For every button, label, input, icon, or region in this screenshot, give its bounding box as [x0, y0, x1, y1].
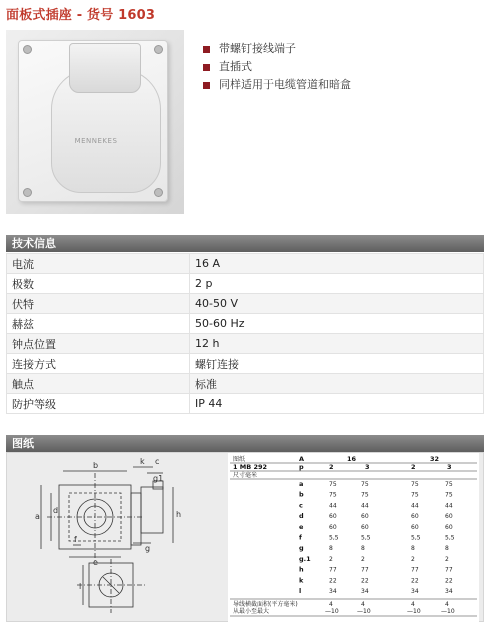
- bullet-icon: [203, 64, 210, 71]
- dim-footer-value: —10: [441, 608, 455, 615]
- dim-row-value: 60: [411, 513, 419, 521]
- table-row: [7, 374, 484, 394]
- dim-row-value: 2: [445, 555, 449, 563]
- dim-row-value: 60: [411, 523, 419, 531]
- label-g: g: [145, 544, 151, 553]
- dim-footer-value: 4: [445, 601, 449, 608]
- dim-row-value: 77: [361, 566, 369, 574]
- dim-row-value: 77: [411, 566, 419, 574]
- spec-table: [6, 253, 484, 414]
- dim-row-value: 75: [329, 491, 337, 499]
- feature-item: [203, 76, 351, 94]
- dim-p-value: 3: [365, 463, 370, 471]
- feature-item: [203, 40, 351, 58]
- spec-key: 防护等级: [7, 394, 190, 414]
- dim-row-key: c: [299, 501, 303, 510]
- spec-value: 40-50 V: [190, 294, 484, 314]
- table-row: [7, 354, 484, 374]
- spec-key: 触点: [7, 374, 190, 394]
- socket-lid: [69, 43, 141, 93]
- spec-value: 50-60 Hz: [190, 314, 484, 334]
- table-row: [7, 334, 484, 354]
- dim-row-value: 60: [361, 523, 369, 531]
- dim-row-value: 8: [411, 545, 415, 553]
- screw-icon: [154, 188, 163, 197]
- table-row: [7, 294, 484, 314]
- dim-unit-label: 尺寸毫米: [233, 472, 258, 479]
- feature-text: 同样适用于电缆管道和暗盒: [219, 78, 351, 91]
- dim-row-value: 75: [361, 491, 369, 499]
- dim-row-value: 77: [329, 566, 337, 574]
- spec-key: 极数: [7, 274, 190, 294]
- label-c: c: [155, 457, 160, 466]
- dim-row-value: 34: [329, 588, 337, 595]
- dim-row-value: 75: [411, 481, 419, 488]
- dim-row-value: 44: [329, 502, 337, 510]
- table-row: [7, 254, 484, 274]
- dim-footer-label: 导线横截面积(平方毫米): [233, 601, 298, 608]
- dim-row-value: 8: [445, 545, 449, 553]
- side-body: [141, 487, 163, 533]
- label-e: e: [93, 558, 98, 567]
- spec-key: 连接方式: [7, 354, 190, 374]
- table-row: [7, 394, 484, 414]
- dim-footer-value: 4: [361, 601, 365, 608]
- dim-footer-value: —10: [357, 608, 371, 615]
- dim-row-value: 34: [361, 588, 369, 595]
- dim-row-key: d: [299, 512, 304, 521]
- tech-section-heading: 技术信息: [6, 235, 484, 252]
- product-photo: [6, 30, 184, 214]
- dim-row-key: g.1: [299, 554, 311, 563]
- dim-p-value: 2: [411, 463, 416, 471]
- spec-value: 16 A: [190, 254, 484, 274]
- spec-value: 螺钉连接: [190, 354, 484, 374]
- drawing-svg: [7, 453, 485, 623]
- dim-row-value: 5,5: [361, 534, 371, 542]
- label-b: b: [93, 461, 99, 470]
- dim-row-key: a: [299, 480, 304, 488]
- feature-text: 带螺钉接线端子: [219, 42, 296, 55]
- screw-icon: [23, 45, 32, 54]
- dim-footer-value: 4: [329, 601, 333, 608]
- dim-row-value: 5,5: [411, 534, 421, 542]
- label-f: f: [74, 535, 77, 544]
- dim-row-value: 22: [361, 577, 369, 585]
- dim-row-value: 60: [445, 523, 453, 531]
- dim-p-label: p: [299, 463, 304, 471]
- spec-value: 2 p: [190, 274, 484, 294]
- dim-table-header: 图纸: [233, 456, 246, 463]
- dim-row-value: 60: [361, 513, 369, 521]
- page-title: 面板式插座 - 货号 1603: [6, 8, 156, 23]
- table-row: [7, 274, 484, 294]
- side-plate: [131, 493, 141, 545]
- dim-row-value: 75: [329, 481, 337, 488]
- dim-row-value: 22: [445, 577, 453, 585]
- dim-footer-label: 从最小至最大: [233, 608, 270, 615]
- technical-drawing: [6, 452, 484, 622]
- dim-row-value: 75: [445, 491, 453, 499]
- dim-row-value: 5,5: [445, 534, 455, 542]
- dim-row-value: 77: [445, 566, 453, 574]
- spec-key: 伏特: [7, 294, 190, 314]
- dim-row-value: 34: [411, 588, 419, 595]
- socket-plate: [18, 40, 168, 202]
- dim-col-16: 16: [347, 455, 357, 463]
- dim-row-key: k: [299, 576, 304, 585]
- dim-row-value: 8: [329, 545, 333, 553]
- label-h: h: [176, 510, 182, 519]
- spec-value: 12 h: [190, 334, 484, 354]
- dim-footer-value: —10: [407, 608, 421, 615]
- dim-table-bg: [228, 453, 479, 623]
- dim-row-value: 5,5: [329, 534, 339, 542]
- dim-row-value: 44: [411, 502, 419, 510]
- dim-row-key: h: [299, 565, 304, 574]
- dim-row-value: 22: [329, 577, 337, 585]
- spec-value: 标准: [190, 374, 484, 394]
- feature-text: 直插式: [219, 60, 252, 73]
- dim-drawing-no: 1 MB 292: [233, 463, 268, 471]
- bullet-icon: [203, 46, 210, 53]
- bullet-icon: [203, 82, 210, 89]
- feature-item: [203, 58, 351, 76]
- dim-row-value: 60: [445, 513, 453, 521]
- dim-row-key: b: [299, 490, 304, 499]
- screw-icon: [154, 45, 163, 54]
- dim-col-32: 32: [430, 455, 440, 463]
- screw-icon: [23, 188, 32, 197]
- label-a: a: [35, 512, 40, 521]
- dim-row-key: g: [299, 544, 304, 553]
- dim-footer-value: —10: [325, 608, 339, 615]
- dim-row-key: l: [299, 587, 302, 595]
- dim-row-key: e: [299, 522, 304, 531]
- dim-row-value: 2: [361, 555, 365, 563]
- drawing-section-heading: 图纸: [6, 435, 484, 452]
- spec-key: 电流: [7, 254, 190, 274]
- table-row: [7, 314, 484, 334]
- dim-row-value: 60: [329, 513, 337, 521]
- dim-row-value: 75: [445, 481, 453, 488]
- label-l: l: [79, 582, 82, 591]
- label-k: k: [140, 457, 145, 466]
- spec-value: IP 44: [190, 394, 484, 414]
- dim-p-value: 2: [329, 463, 334, 471]
- dim-row-key: f: [299, 533, 302, 542]
- dim-row-value: 22: [411, 577, 419, 585]
- dim-row-value: 2: [411, 555, 415, 563]
- dim-row-value: 34: [445, 588, 453, 595]
- dim-row-value: 44: [445, 502, 453, 510]
- label-d: d: [53, 506, 59, 515]
- dim-row-value: 44: [361, 502, 369, 510]
- dim-p-value: 3: [447, 463, 452, 471]
- feature-list: [203, 40, 351, 94]
- dim-footer-value: 4: [411, 601, 415, 608]
- label-g1: g1: [153, 474, 164, 483]
- dim-row-value: 75: [411, 491, 419, 499]
- spec-key: 赫兹: [7, 314, 190, 334]
- spec-key: 钟点位置: [7, 334, 190, 354]
- dim-row-value: 2: [329, 555, 333, 563]
- brand-logo: MENNEKES: [74, 137, 118, 145]
- dim-row-value: 8: [361, 545, 365, 553]
- dim-row-value: 60: [329, 523, 337, 531]
- dim-row-value: 75: [361, 481, 369, 488]
- dim-col-a: A: [299, 455, 305, 463]
